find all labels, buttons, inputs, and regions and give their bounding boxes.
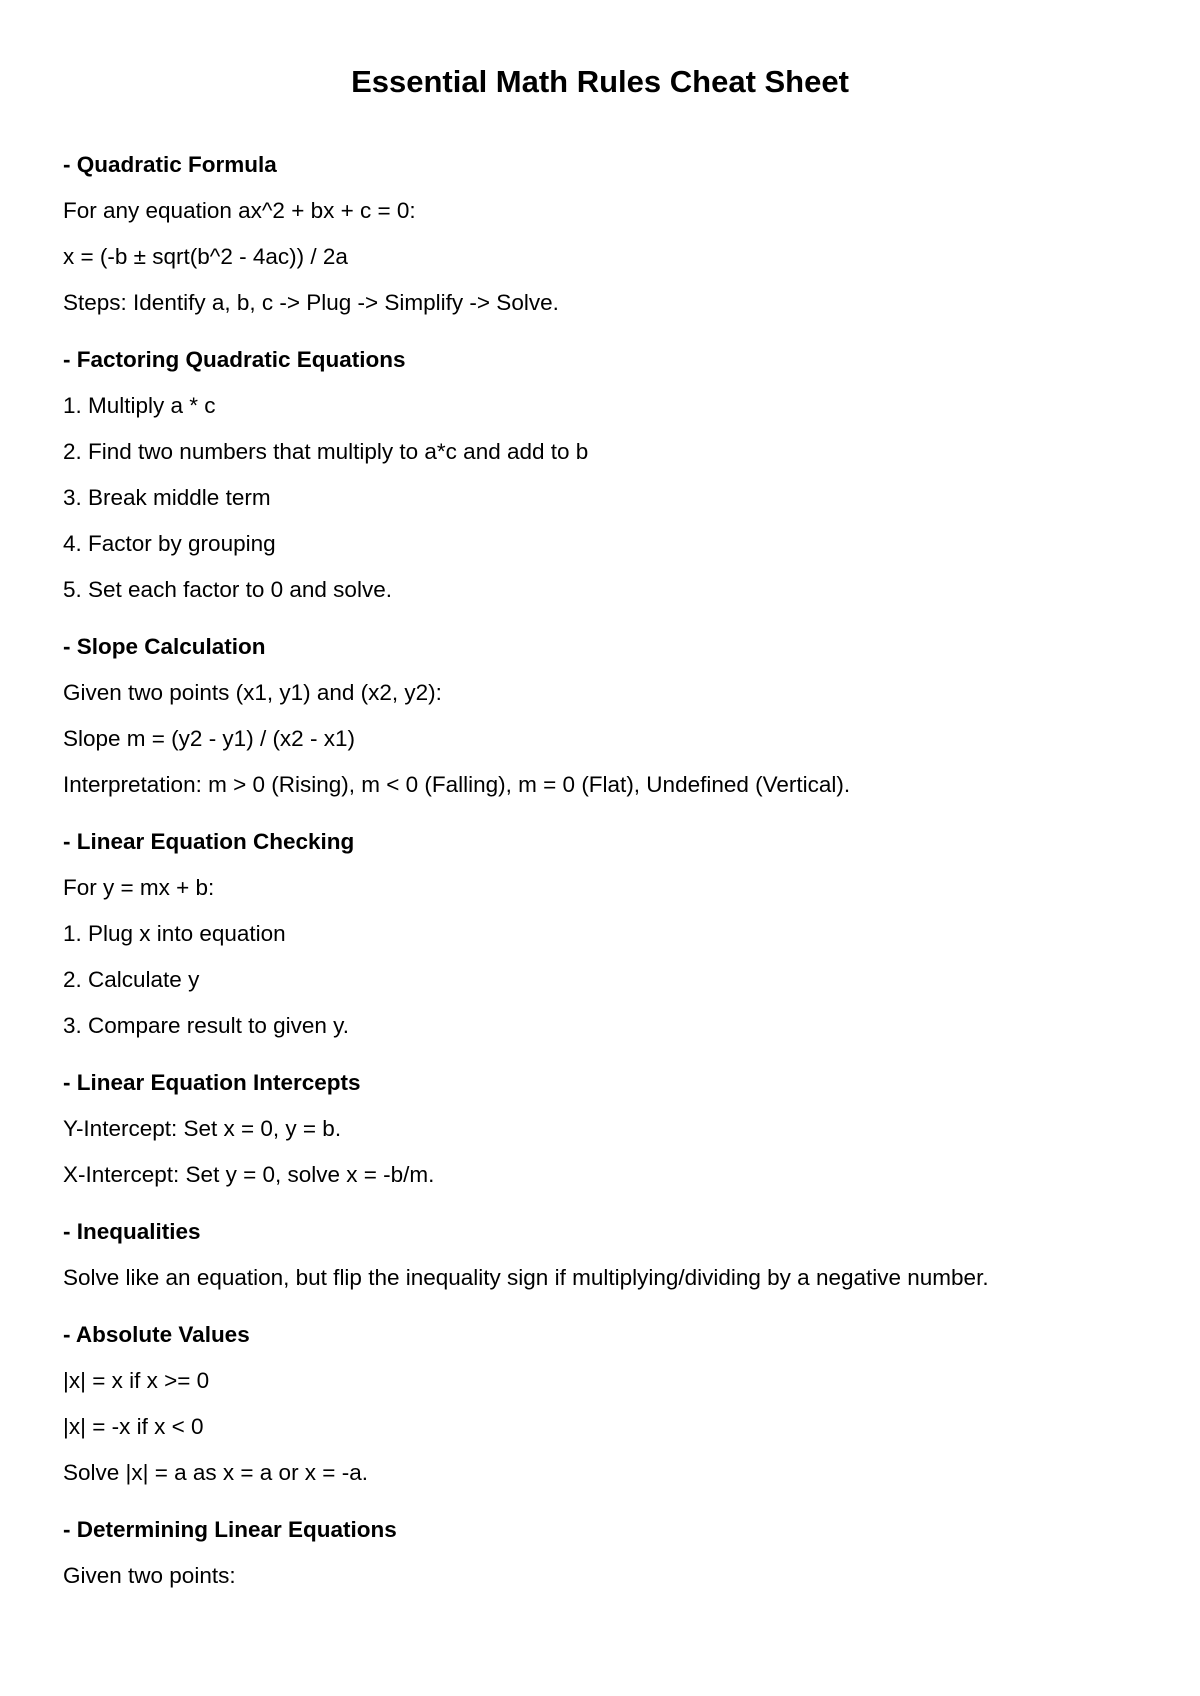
text-line: 3. Break middle term [63,485,271,510]
section-heading: - Linear Equation Intercepts [63,1070,361,1095]
text-line: x = (-b ± sqrt(b^2 - 4ac)) / 2a [63,244,348,269]
text-line: |x| = -x if x < 0 [63,1414,204,1439]
text-line: Solve |x| = a as x = a or x = -a. [63,1460,368,1485]
text-line: Given two points: [63,1563,236,1588]
text-line: 4. Factor by grouping [63,531,276,556]
text-line: 5. Set each factor to 0 and solve. [63,577,392,602]
text-line: 2. Find two numbers that multiply to a*c and add to b [63,439,589,464]
text-line: Slope m = (y2 - y1) / (x2 - x1) [63,726,355,751]
text-line: 2. Calculate y [63,967,200,992]
section-absolute-values [63,1320,1163,1504]
section-heading: - Determining Linear Equations [63,1517,397,1542]
section-factoring-quadratic-equations [63,345,1163,621]
text-line: |x| = x if x >= 0 [63,1368,210,1393]
section-linear-equation-intercepts [63,1068,1163,1206]
text-line: Interpretation: m > 0 (Rising), m < 0 (Falling), m = 0 (Flat), Undefined (Vertical). [63,772,851,797]
section-heading: - Factoring Quadratic Equations [63,347,406,372]
text-line: X-Intercept: Set y = 0, solve x = -b/m. [63,1162,435,1187]
section-heading: - Absolute Values [63,1322,250,1347]
text-line: Given two points (x1, y1) and (x2, y2): [63,680,442,705]
text-line: Steps: Identify a, b, c -> Plug -> Simplify -> Solve. [63,290,559,315]
page-title: Essential Math Rules Cheat Sheet [351,64,849,99]
section-heading: - Linear Equation Checking [63,829,355,854]
section-determining-linear-equations [63,1515,1163,1607]
section-heading: - Slope Calculation [63,634,266,659]
section-heading: - Inequalities [63,1219,201,1244]
section-inequalities [63,1217,1163,1309]
document-body [63,150,1163,1618]
section-slope-calculation [63,632,1163,816]
text-line: For y = mx + b: [63,875,215,900]
section-linear-equation-checking [63,827,1163,1057]
text-line: Solve like an equation, but flip the inequality sign if multiplying/dividing by a negative number. [63,1265,989,1290]
text-line: 1. Multiply a * c [63,393,216,418]
section-quadratic-formula [63,150,1163,334]
section-heading: - Quadratic Formula [63,152,277,177]
text-line: For any equation ax^2 + bx + c = 0: [63,198,416,223]
text-line: 3. Compare result to given y. [63,1013,349,1038]
text-line: 1. Plug x into equation [63,921,286,946]
text-line: Y-Intercept: Set x = 0, y = b. [63,1116,342,1141]
